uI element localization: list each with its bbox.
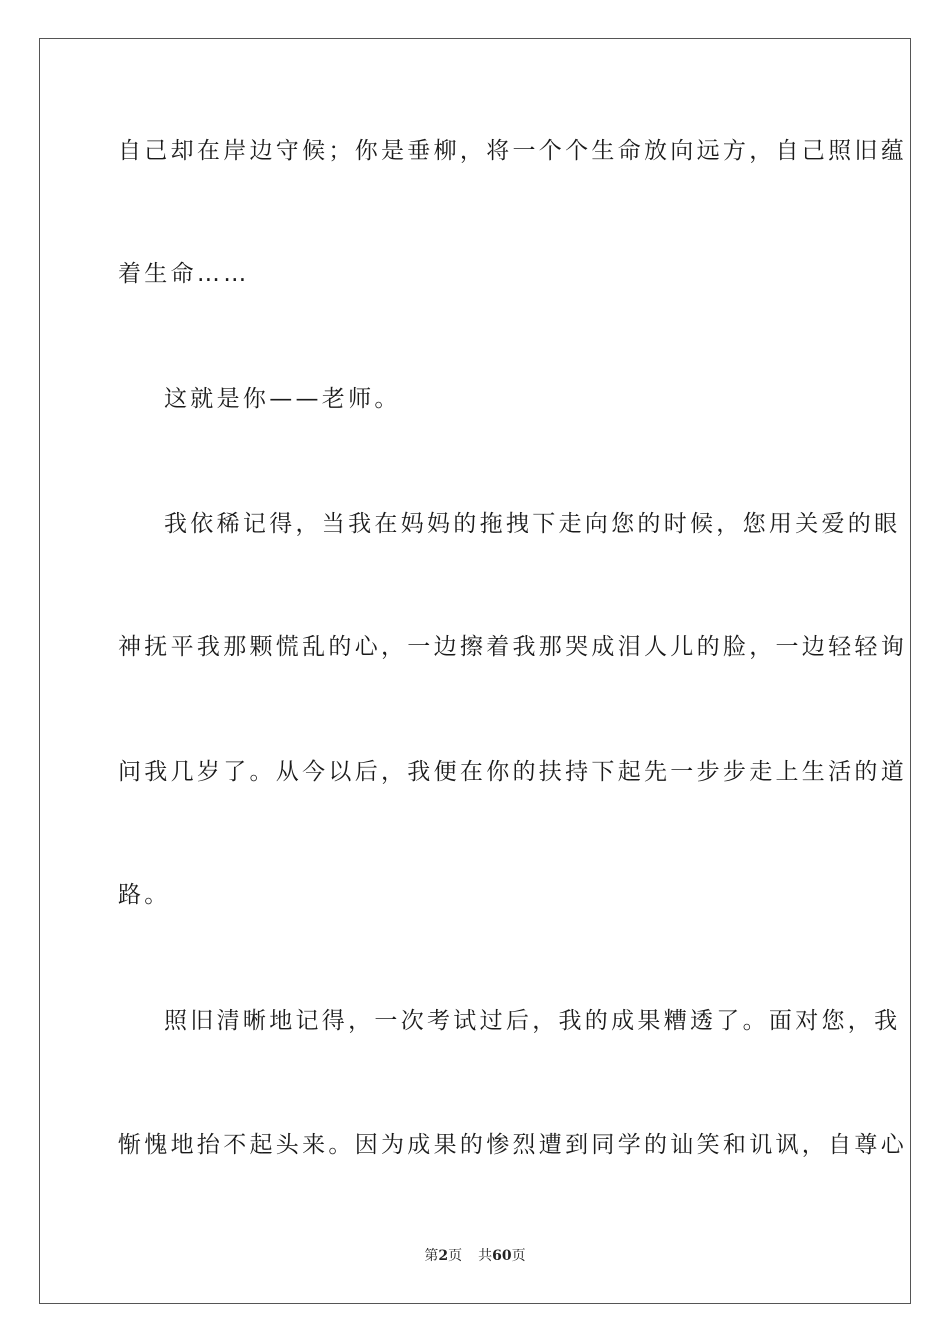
paragraph-line-4: 我依稀记得，当我在妈妈的拖拽下走向您的时候，您用关爱的眼 bbox=[164, 511, 901, 537]
footer-page-number: 2 bbox=[438, 1248, 449, 1264]
text-line-5: 神抚平我那颗慌乱的心，一边擦着我那哭成泪人儿的脸，一边轻轻询 bbox=[118, 634, 907, 660]
footer-total-suffix: 页 bbox=[511, 1248, 526, 1264]
footer-page-prefix: 第 bbox=[424, 1248, 439, 1264]
text-line-2: 着生命…… bbox=[118, 261, 250, 287]
footer-total-prefix: 共 bbox=[478, 1248, 493, 1264]
text-line-7: 路。 bbox=[118, 882, 171, 908]
text-line-9: 惭愧地抬不起头来。因为成果的惨烈遭到同学的讪笑和讥讽，自尊心 bbox=[118, 1132, 907, 1158]
page-footer bbox=[0, 1246, 950, 1266]
text-line-1: 自己却在岸边守候；你是垂柳，将一个个生命放向远方，自己照旧蕴 bbox=[118, 138, 907, 164]
footer-total-number: 60 bbox=[492, 1248, 512, 1264]
page-border bbox=[39, 38, 911, 1304]
footer-page-suffix: 页 bbox=[448, 1248, 463, 1264]
paragraph-line-3: 这就是你——老师。 bbox=[164, 386, 401, 412]
paragraph-line-8: 照旧清晰地记得，一次考试过后，我的成果糟透了。面对您，我 bbox=[164, 1008, 901, 1034]
text-line-6: 问我几岁了。从今以后，我便在你的扶持下起先一步步走上生活的道 bbox=[118, 759, 907, 785]
